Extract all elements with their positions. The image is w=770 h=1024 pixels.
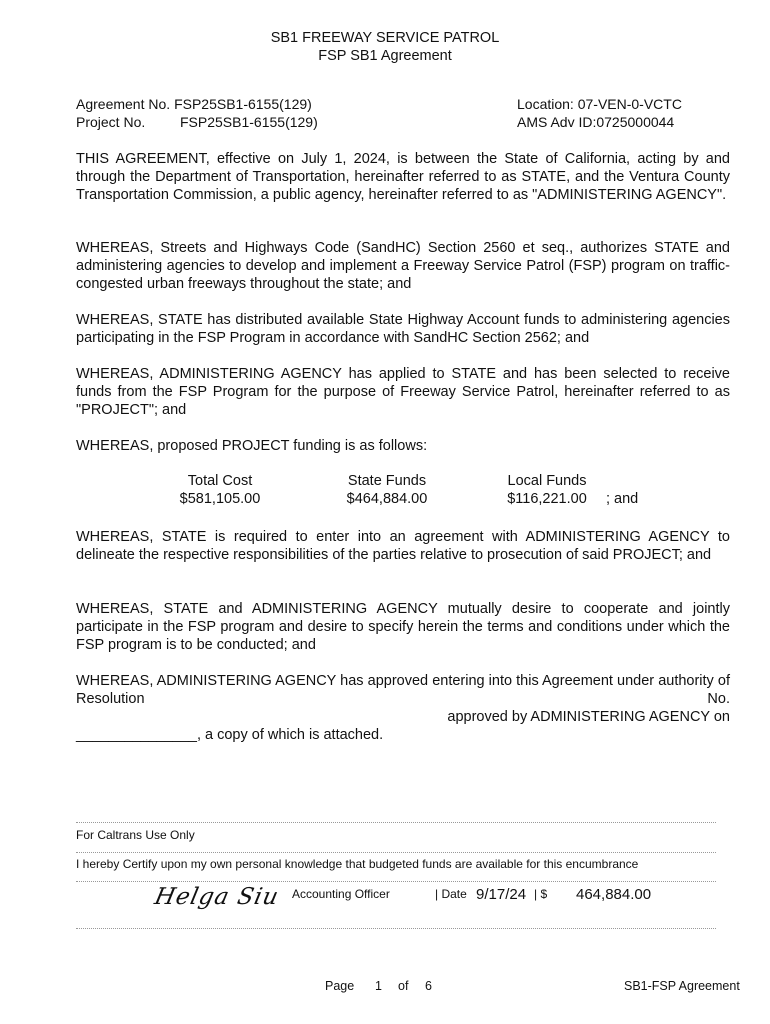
funding-total-value: $581,105.00: [179, 491, 261, 507]
agreement-number-line: [76, 95, 318, 113]
resolution-line-2: [76, 708, 730, 726]
agreement-number-value: FSP25SB1-6155(129): [174, 96, 312, 112]
date-label: | Date: [435, 887, 467, 901]
location-line: Location: 07-VEN-0-VCTC: [517, 96, 682, 112]
resolution-line-1: WHEREAS, ADMINISTERING AGENCY has approved entering into this Agreement under authority of Resolution No.: [76, 673, 730, 707]
document-title: SB1 FREEWAY SERVICE PATROL: [270, 30, 500, 46]
accounting-officer-label: Accounting Officer: [292, 887, 390, 901]
funding-total: [170, 472, 270, 508]
project-number-line: [76, 113, 318, 131]
paragraph-whereas-funding: [76, 437, 730, 455]
paragraph-text: WHEREAS, ADMINISTERING AGENCY has applied to STATE and has been selected to receive funds from the FSP Program for the purpose of Freeway Service Patrol, hereinafter referred to as "PROJECT"; and: [76, 366, 730, 418]
document-name: SB1-FSP Agreement: [624, 979, 740, 993]
certification-statement: I hereby Certify upon my own personal knowledge that budgeted funds are available for this encumbrance: [76, 857, 639, 871]
paragraph-text: WHEREAS, STATE has distributed available State Highway Account funds to administering agencies participating in the FSP Program in accordance with SandHC Section 2562; and: [76, 312, 730, 346]
funding-and: ; and: [606, 491, 639, 507]
paragraph-whereas-funds: [76, 311, 730, 347]
paragraph-text: WHEREAS, STATE and ADMINISTERING AGENCY mutually desire to cooperate and jointly participate in the FSP program and desire to specify herein the terms and conditions under which the FSP program is to be conducted; and: [76, 601, 730, 653]
funding-state-label: State Funds: [347, 473, 427, 489]
project-number-value: FSP25SB1-6155(129): [180, 114, 318, 130]
ams-line: AMS Adv ID:0725000044: [517, 114, 675, 130]
funding-total-label: Total Cost: [187, 473, 253, 489]
paragraph-text: WHEREAS, Streets and Highways Code (SandHC) Section 2560 et seq., authorizes STATE and administering agencies to develop and implement a Freeway Service Patrol (FSP) program on traffic-congested urban freeways throughout the state; and: [76, 240, 730, 292]
caltrans-use-only: For Caltrans Use Only: [76, 828, 195, 842]
paragraph-whereas-applied: [76, 365, 730, 419]
agreement-meta: [76, 95, 318, 131]
date-value: 9/17/24: [476, 886, 527, 903]
paragraph-text: THIS AGREEMENT, effective on July 1, 2024, is between the State of California, acting by and through the Department of Transportation, hereinafter referred to as STATE, and the Ventura County Transportation Commission, a public agency, hereinafter referred to as "ADMINISTERING AGENCY".: [76, 151, 730, 203]
document-subtitle: FSP SB1 Agreement: [318, 48, 452, 64]
amount-value: 464,884.00: [576, 886, 652, 903]
funding-local: [492, 472, 602, 508]
page-label: Page: [325, 979, 355, 993]
page-of-label: of: [398, 979, 409, 993]
paragraph-text: WHEREAS, proposed PROJECT funding is as follows:: [76, 438, 428, 454]
divider: [76, 881, 716, 882]
paragraph-text: WHEREAS, STATE is required to enter into an agreement with ADMINISTERING AGENCY to delineate the respective responsibilities of the parties relative to prosecution of said PROJECT; and: [76, 529, 730, 563]
project-number-label: Project No.: [76, 114, 146, 130]
paragraph-agreement-intro: [76, 150, 730, 204]
paragraph-whereas-sandhc: [76, 239, 730, 293]
resolution-line-3: _______________, a copy of which is attached.: [76, 727, 384, 743]
resolution-approved-text: approved by ADMINISTERING AGENCY on: [447, 709, 730, 725]
amount-label: | $: [534, 887, 548, 901]
location-meta: [517, 95, 682, 131]
paragraph-whereas-cooperate: [76, 600, 730, 654]
page-total: 6: [425, 979, 432, 993]
divider: [76, 852, 716, 853]
funding-state-value: $464,884.00: [346, 491, 428, 507]
funding-local-label: Local Funds: [507, 473, 587, 489]
page-number: 1: [375, 979, 382, 993]
divider: [76, 822, 716, 823]
funding-state: [332, 472, 442, 508]
paragraph-whereas-resolution: [76, 672, 730, 744]
agreement-number-label: Agreement No.: [76, 96, 171, 112]
paragraph-whereas-required: [76, 528, 730, 564]
divider: [76, 928, 716, 929]
signature: Helga Siu: [152, 884, 282, 910]
funding-local-value: $116,221.00: [507, 491, 587, 507]
